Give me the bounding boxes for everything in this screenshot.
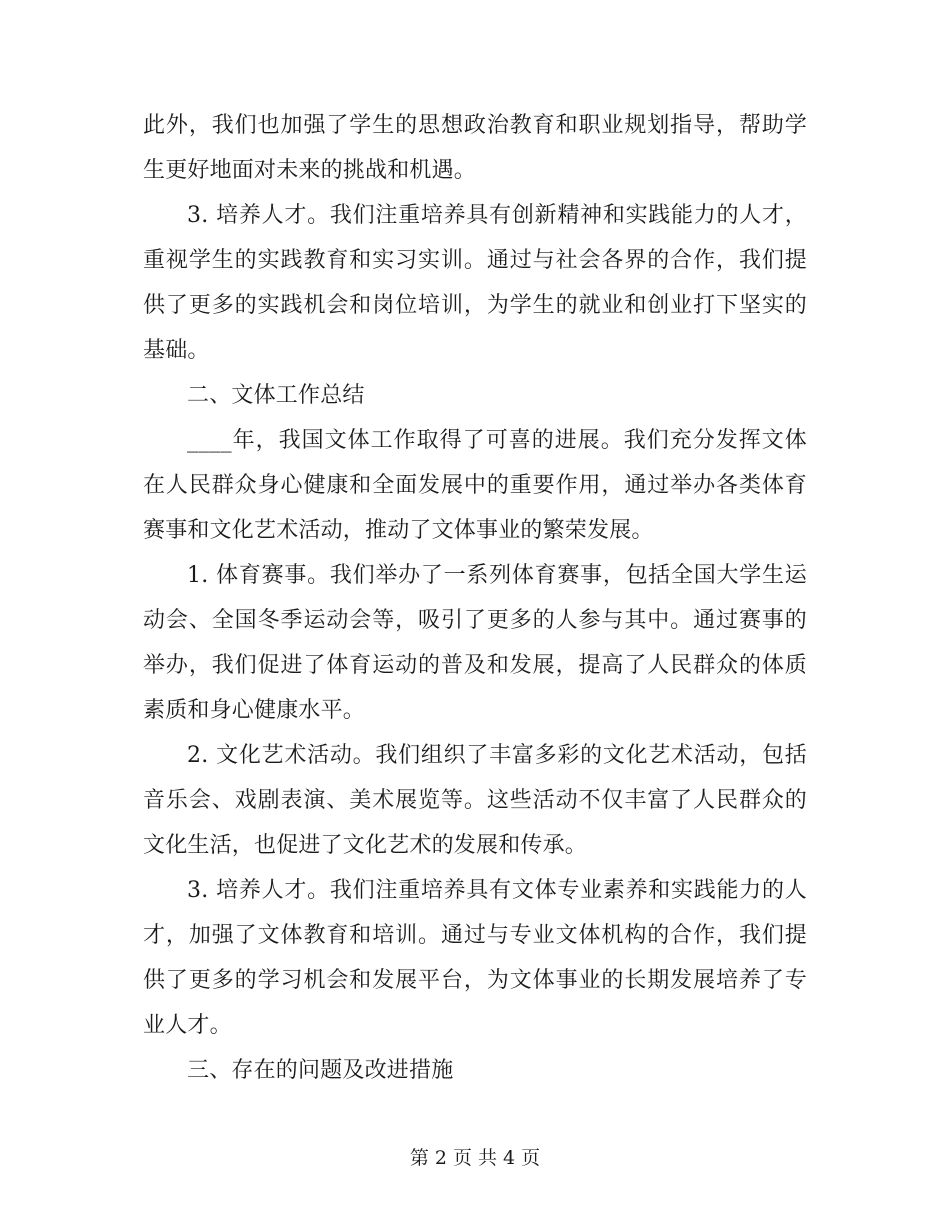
section-heading-2: 二、文体工作总结 xyxy=(187,383,365,408)
section-heading-3: 三、存在的问题及改进措施 xyxy=(187,1058,454,1083)
paragraph-2: 3. 培养人才。我们注重培养具有创新精神和实践能力的人才，重视学生的实践教育和实习实训。通过与社会各界的合作，我们提供了更多的实践机会和岗位培训，为学生的就业和创业打下坚实的基础。 xyxy=(143,203,807,363)
paragraph-3: ____年，我国文体工作取得了可喜的进展。我们充分发挥文体在人民群众身心健康和全面发展中的重要作用，通过举办各类体育赛事和文化艺术活动，推动了文体事业的繁荣发展。 xyxy=(143,428,807,543)
paragraph-6: 3. 培养人才。我们注重培养具有文体专业素养和实践能力的人才，加强了文体教育和培训。通过与专业文体机构的合作，我们提供了更多的学习机会和发展平台，为文体事业的长期发展培养了专业人才。 xyxy=(143,878,807,1038)
paragraph-4: 1. 体育赛事。我们举办了一系列体育赛事，包括全国大学生运动会、全国冬季运动会等，吸引了更多的人参与其中。通过赛事的举办，我们促进了体育运动的普及和发展，提高了人民群众的体质素质和身心健康水平。 xyxy=(143,563,807,723)
document-body xyxy=(143,103,807,1093)
paragraph-5: 2. 文化艺术活动。我们组织了丰富多彩的文化艺术活动，包括音乐会、戏剧表演、美术展览等。这些活动不仅丰富了人民群众的文化生活，也促进了文化艺术的发展和传承。 xyxy=(143,743,807,858)
page-number-footer: 第 2 页 共 4 页 xyxy=(409,1147,541,1169)
paragraph-1: 此外，我们也加强了学生的思想政治教育和职业规划指导，帮助学生更好地面对未来的挑战和机遇。 xyxy=(143,113,807,183)
